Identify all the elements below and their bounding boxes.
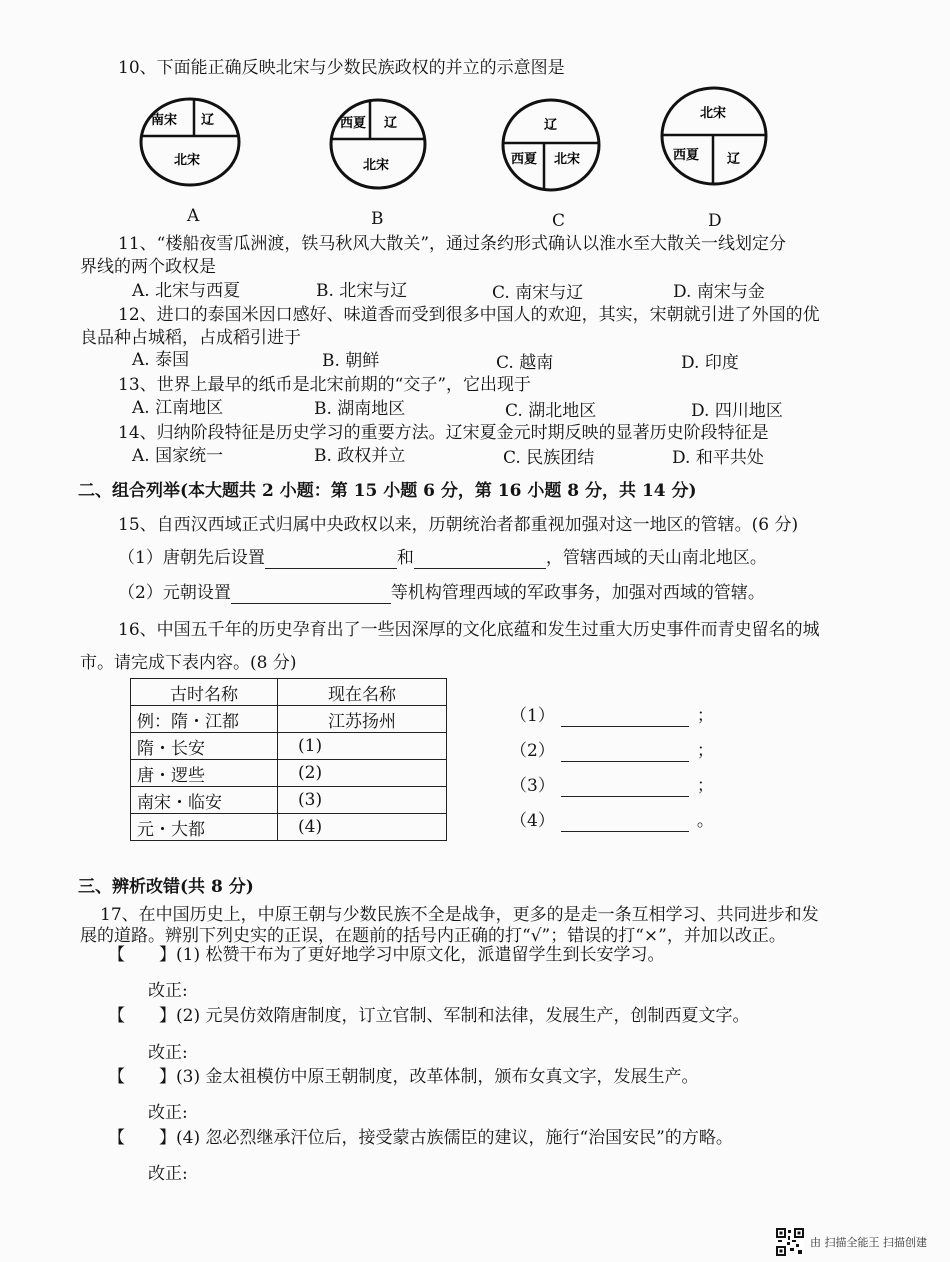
- q11-option-d: D. 南宋与金: [673, 282, 765, 302]
- table-cell-ancient: 例：隋・江都: [131, 706, 278, 733]
- table-cell-ancient: 唐・逻些: [131, 760, 278, 787]
- q17-item-2: 【 】(2) 元昊仿效隋唐制度，订立官制、军制和法律，发展生产，创制西夏文字。: [108, 1006, 750, 1026]
- q14-option-a: A. 国家统一: [132, 446, 224, 466]
- figure-b-bottom: 北宋: [363, 158, 390, 173]
- q16-line2: 市。请完成下表内容。(8 分): [80, 653, 297, 673]
- q11-line1: 11、“楼船夜雪瓜洲渡，铁马秋风大散关”，通过条约形式确认以淮水至大散关一线划定分: [118, 234, 787, 254]
- q16-answer-blank[interactable]: [561, 778, 689, 797]
- q16-answer-blank[interactable]: [561, 708, 689, 727]
- section2-title: 二、组合列举(本大题共 2 小题：第 15 小题 6 分，第 16 小题 8 分，共 14 分): [78, 481, 697, 501]
- table-row: [131, 814, 447, 841]
- figure-a-letter: A: [187, 206, 200, 226]
- q16-line1: 16、中国五千年的历史孕育出了一些因深厚的文化底蕴和发生过重大历史事件而青史留名的城: [118, 620, 820, 640]
- qr-code-icon: [776, 1228, 804, 1256]
- q12-option-c: C. 越南: [496, 353, 554, 373]
- table-cell-modern: 江苏扬州: [278, 706, 447, 733]
- table-cell-modern[interactable]: (2): [278, 760, 447, 787]
- q11-option-c: C. 南宋与辽: [492, 283, 584, 303]
- q16-answer-label: （4）: [510, 811, 555, 831]
- q16-answer-label: （3）: [510, 776, 555, 796]
- q13-option-d: D. 四川地区: [691, 401, 783, 421]
- q17-item-3: 【 】(3) 金太祖模仿中原王朝制度，改革体制，颁布女真文字，发展生产。: [108, 1067, 699, 1087]
- q10-stem: 10、下面能正确反映北宋与少数民族政权的并立的示意图是: [118, 58, 565, 78]
- figure-c-bottom-right: 北宋: [554, 152, 581, 167]
- q17-item-4: 【 】(4) 忽必烈继承汗位后，接受蒙古族儒臣的建议，施行“治国安民”的方略。: [108, 1128, 733, 1148]
- table-row: [131, 733, 447, 760]
- q14-line1: 14、归纳阶段特征是历史学习的重要方法。辽宋夏金元时期反映的显著历史阶段特征是: [118, 423, 769, 443]
- q15-part1: [118, 547, 767, 569]
- table-row: [131, 706, 447, 733]
- city-table: [130, 678, 447, 841]
- q11-line2: 界线的两个政权是: [80, 257, 216, 277]
- q15-part2-b: 等机构管理西域的军政事务，加强对西域的管辖。: [390, 583, 765, 603]
- q16-answer-end: ；: [696, 741, 714, 761]
- q13-option-c: C. 湖北地区: [505, 401, 597, 421]
- q17-line2: 展的道路。辨别下列史实的正误，在题前的括号内正确的打“√”；错误的打“×”，并加以改正。: [80, 926, 786, 946]
- q13-option-b: B. 湖南地区: [314, 399, 406, 419]
- q17-correction-1[interactable]: 改正:: [148, 981, 188, 1001]
- q13-option-a: A. 江南地区: [132, 398, 224, 418]
- figure-d: [659, 85, 769, 191]
- q16-answer-blank[interactable]: [561, 743, 689, 762]
- figure-d-bottom-left: 西夏: [673, 148, 700, 163]
- table-header-row: [131, 679, 447, 706]
- q14-option-c: C. 民族团结: [503, 448, 595, 468]
- section3-title: 三、辨析改错(共 8 分): [78, 877, 254, 897]
- q15-blank-2[interactable]: [414, 550, 546, 569]
- figure-a: [138, 96, 242, 192]
- footer-watermark: 由 扫描全能王 扫描创建: [810, 1236, 927, 1249]
- q11-option-a: A. 北宋与西夏: [132, 281, 241, 301]
- q16-answer-label: （2）: [510, 741, 555, 761]
- figure-c-letter: C: [552, 211, 566, 231]
- q16-answer-2: [510, 740, 714, 762]
- figure-b-letter: B: [371, 209, 384, 229]
- q15-blank-3[interactable]: [231, 585, 391, 604]
- figure-a-bottom: 北宋: [174, 153, 201, 168]
- figure-b-top-right: 辽: [384, 116, 398, 131]
- table-row: [131, 787, 447, 814]
- q15-part1-a: （1）唐朝先后设置: [118, 548, 265, 568]
- q16-answer-3: [510, 775, 714, 797]
- q14-option-b: B. 政权并立: [314, 446, 406, 466]
- figure-c: [500, 97, 602, 197]
- q16-answer-end: ；: [696, 706, 714, 726]
- figure-d-top: 北宋: [700, 106, 727, 121]
- table-cell-ancient: 南宋・临安: [131, 787, 278, 814]
- q12-option-a: A. 泰国: [132, 350, 190, 370]
- q16-answer-4: [510, 810, 714, 832]
- figure-c-bottom-left: 西夏: [511, 152, 538, 167]
- q15-part2-a: （2）元朝设置: [118, 583, 231, 603]
- q13-line1: 13、世界上最早的纸币是北宋前期的“交子”，它出现于: [118, 375, 532, 395]
- q17-correction-2[interactable]: 改正:: [148, 1043, 188, 1063]
- q17-line1: 17、在中国历史上，中原王朝与少数民族不全是战争，更多的是走一条互相学习、共同进步和发: [100, 905, 819, 925]
- figure-c-top: 辽: [544, 118, 558, 133]
- q15-blank-1[interactable]: [265, 550, 397, 569]
- q16-answer-end: 。: [696, 811, 714, 831]
- q14-option-d: D. 和平共处: [672, 448, 764, 468]
- table-cell-ancient: 元・大都: [131, 814, 278, 841]
- q16-answer-1: [510, 705, 714, 727]
- q12-option-d: D. 印度: [681, 353, 739, 373]
- table-cell-ancient: 隋・长安: [131, 733, 278, 760]
- table-cell-modern[interactable]: (3): [278, 787, 447, 814]
- figure-d-letter: D: [708, 211, 722, 231]
- q15-stem: 15、自西汉西域正式归属中央政权以来，历朝统治者都重视加强对这一地区的管辖。(6 分): [118, 515, 799, 535]
- figure-b: [328, 97, 428, 195]
- table-header-modern: 现在名称: [278, 679, 447, 706]
- figure-a-top-left: 南宋: [151, 113, 178, 128]
- q12-option-b: B. 朝鲜: [322, 351, 380, 371]
- q17-correction-3[interactable]: 改正:: [148, 1103, 188, 1123]
- figure-d-bottom-right: 辽: [727, 152, 741, 167]
- q12-line2: 良品种占城稻，占成稻引进于: [80, 328, 301, 348]
- q11-option-b: B. 北宋与辽: [316, 281, 408, 301]
- q17-item-1: 【 】(1) 松赞干布为了更好地学习中原文化，派遣留学生到长安学习。: [108, 945, 665, 965]
- q15-part1-b: 和: [396, 548, 414, 568]
- q16-answer-label: （1）: [510, 706, 555, 726]
- table-row: [131, 760, 447, 787]
- q15-part1-c: ，管辖西域的天山南北地区。: [545, 548, 767, 568]
- figure-b-top-left: 西夏: [340, 116, 367, 131]
- table-header-ancient: 古时名称: [131, 679, 278, 706]
- q16-answer-end: ；: [696, 776, 714, 796]
- q16-answer-blank[interactable]: [561, 813, 689, 832]
- q17-correction-4[interactable]: 改正:: [148, 1164, 188, 1184]
- q15-part2: [118, 582, 765, 604]
- q12-line1: 12、进口的泰国米因口感好、味道香而受到很多中国人的欢迎，其实，宋朝就引进了外国的优: [118, 305, 820, 325]
- table-cell-modern[interactable]: (4): [278, 814, 447, 841]
- table-cell-modern[interactable]: (1): [278, 733, 447, 760]
- figure-a-top-right: 辽: [201, 113, 215, 128]
